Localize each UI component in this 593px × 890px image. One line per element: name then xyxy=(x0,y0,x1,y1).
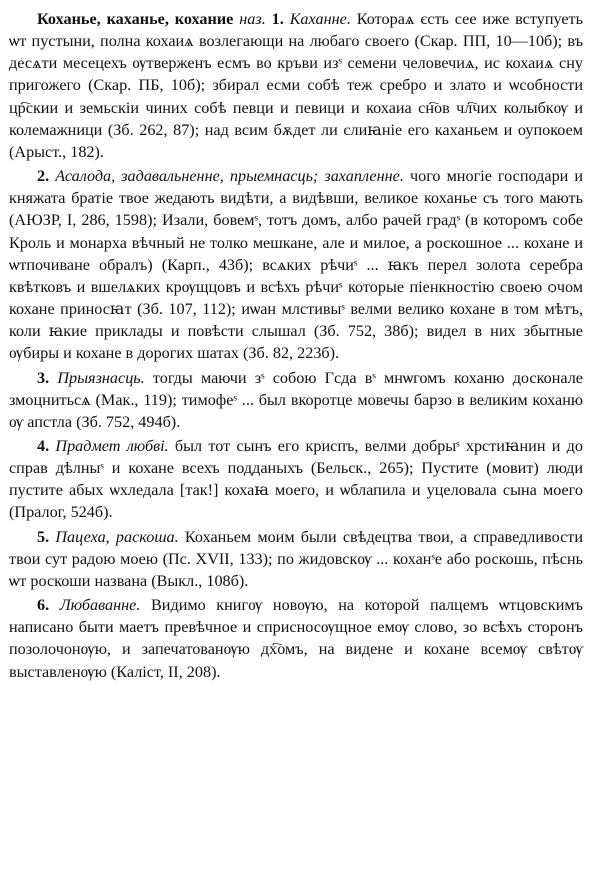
sense-text: чого многіе господари и княжата братіе твое жедають видѣти, а видѣвши, великое коханье съ того мають (АЮЗР, I, 286, 1598); Изали, бовемˢ, тотъ домъ, албо рачей градˢ (в которомъ собе Кроль и монарха вѣчный не толко мешкане, але и милое, а роскошное ... кохане и ѡтпочиване обралъ) (Карп., 43б); всѧких рѣчиˢ ... ꙗкъ перел золота серебра квѣтковъ и вшелѧких крѹщцовъ и всѣхъ рѣчиˢ которые піенкностію своею ѻчом кохане приносꙗт (Зб. 107, 112); иѡан млстивыˢ велми велико кохане в том мѣтъ, коли ꙗкие приклады и повѣсти слышал (Зб. 752, 38б); видел в них збытные ѹбиры и кохане в дорогих шатах (Зб. 82, 223б). xyxy=(9,167,584,363)
sense-text: тогды маючи зˢ собою Гсда вˢ мнѡгомъ коханю досконале змоцнитьсѧ (Мак., 119); тимофеˢ ... был вкоротце мовечы барзо в великим коханю ѹ апстла (Зб. 752, 494б). xyxy=(9,368,583,431)
sense-gloss: Асалода, задавальненне, прыемнасць; захапленне. xyxy=(55,167,404,186)
sense-number: 5. xyxy=(37,527,50,546)
part-of-speech: наз. xyxy=(239,10,266,28)
sense-gloss: Любаванне. xyxy=(59,596,141,615)
sense-number: 2. xyxy=(37,167,50,186)
headword: Коханье, каханье, кохание xyxy=(37,10,234,28)
entry-sense-4 xyxy=(9,435,583,524)
entry-sense-2 xyxy=(9,165,583,364)
sense-gloss: Прыязнасць. xyxy=(57,368,145,387)
sense-number: 1. xyxy=(271,10,284,28)
entry-sense-6 xyxy=(9,594,583,683)
sense-text: был тот сынъ его криспъ, велми добрыˢ хрстиꙗнин и до справ дѣлныˢ и кохане всехъ подданыхъ (Бельск., 265); Пустите (мовит) люди пустите абых ѡхледала [так!] кохаꙗ моего, и ѡблапила и уцеловала сына моего (Пралог, 524б). xyxy=(9,436,583,522)
sense-gloss: Пацеха, раскоша. xyxy=(55,527,179,546)
entry-sense-3 xyxy=(9,367,583,433)
sense-text: Коханьем моим были свѣдецтва твои, а справедливости твои сут радою моею (Пс. XVII, 133); по жидовскѹ ... коханˢе або роскошь, пѣснь ѡт роскоши названа (Выкл., 108б). xyxy=(9,527,583,590)
sense-number: 6. xyxy=(37,596,50,615)
entry-sense-5 xyxy=(9,526,583,592)
sense-text: Котораѧ єсть сее иже вступуеть ѡт пустыни, полна кохаиѧ возлегающи на любаго своего (Скар. ПП, 10—10б); въ десѧти месецехъ ѹтверженъ есмъ во кръви изˢ семени человечиѧ, ис кохаиѧ сну пригожего (Скар. ПБ, 10б); збирал есми собѣ теж сребро и злато и ѡсобности цр҇скии и земьскіи чиних собѣ певци и певици и кохаиа сн҇ов чл҇чих колыбкѹ и колемажници (Зб. 262, 87); над всим бѫдет ли слиꙗніе его каханьем и оупокоем (Арыст., 182). xyxy=(9,10,584,161)
sense-gloss: Прадмет любві. xyxy=(55,436,169,455)
entry-sense-1 xyxy=(9,8,583,163)
sense-gloss: Каханне. xyxy=(289,10,351,28)
sense-text: Видимо книгѹ новѹю, на которой палцемъ ѡтцовскимъ написано быти маетъ превѣчное и сприсносѹщное емѹ слово, зо всѣхъ сторонъ позолочонѹю, и запечатованѹю дх҇омъ, на видене и кохане всемѹ свѣтѹ выставленѹю (Каліст, II, 208). xyxy=(9,596,584,681)
sense-number: 3. xyxy=(37,368,50,387)
sense-number: 4. xyxy=(37,436,50,455)
